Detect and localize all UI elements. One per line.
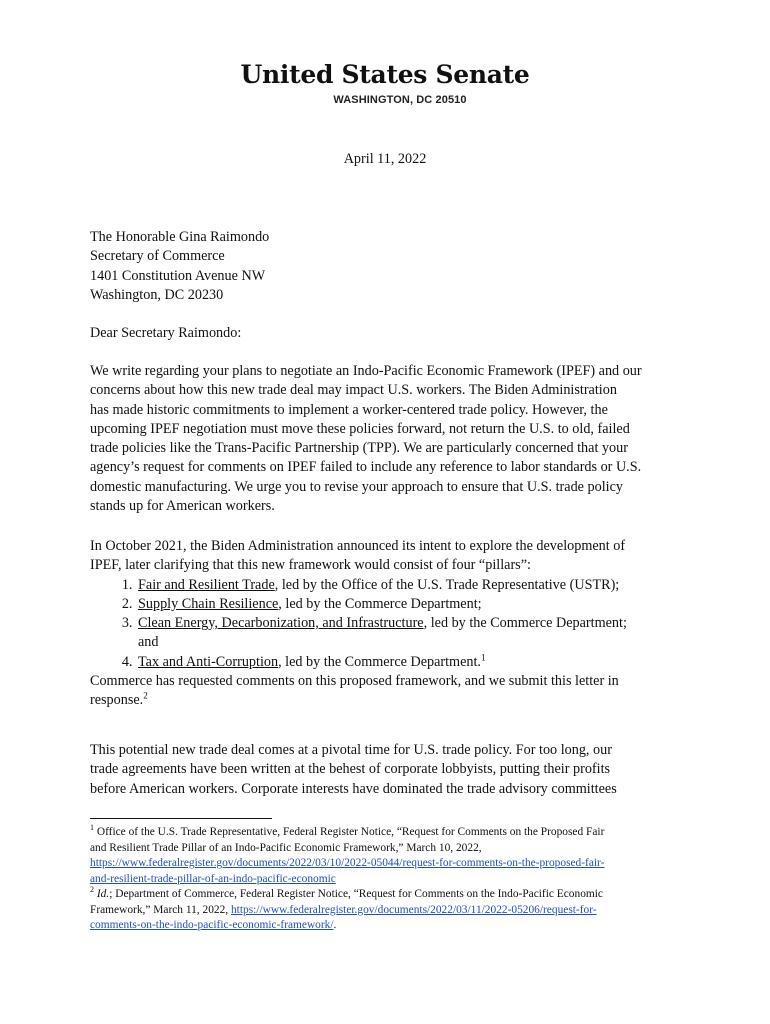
pillar-desc: , led by the Commerce Department; xyxy=(278,595,482,612)
footnote-link[interactable]: https://www.federalregister.gov/documents/2022/03/10/2022-05044/request-for-comments-on-the-proposed-fair- xyxy=(90,857,605,870)
pillar-item xyxy=(136,614,690,653)
pillar-item xyxy=(136,595,690,614)
paragraph-1 xyxy=(90,362,690,516)
paragraph-line: upcoming IPEF negotiation must move these policies forward, not return the U.S. to old, failed xyxy=(90,420,630,437)
footnote-line xyxy=(90,887,690,903)
paragraph-line: stands up for American workers. xyxy=(90,498,275,515)
footnote-number: 2 xyxy=(90,885,94,895)
recipient-address xyxy=(90,228,690,305)
paragraph-line: Commerce has requested comments on this proposed framework, and we submit this letter in xyxy=(90,673,619,690)
paragraph-line: IPEF, later clarifying that this new framework would consist of four “pillars”: xyxy=(90,557,531,574)
footnote-id: Id. xyxy=(96,888,110,900)
paragraph-line: domestic manufacturing. We urge you to revise your approach to ensure that U.S. trade policy xyxy=(90,478,623,495)
pillar-item xyxy=(136,576,690,595)
footnote-text: Office of the U.S. Trade Representative, Federal Register Notice, “Request for Comments on the Proposed Fair xyxy=(94,826,605,838)
footnote-line: and Resilient Trade Pillar of an Indo-Pacific Economic Framework,” March 10, 2022, xyxy=(90,841,482,854)
letterhead-title: United States Senate xyxy=(240,60,530,89)
pillar-name: Supply Chain Resilience xyxy=(138,595,279,612)
letterhead-subtitle: WASHINGTON, DC 20510 xyxy=(333,94,467,106)
paragraph-line: This potential new trade deal comes at a pivotal time for U.S. trade policy. For too long, our xyxy=(90,742,612,758)
paragraph-line xyxy=(90,691,690,710)
paragraph-3 xyxy=(90,741,690,799)
letter-date: April 11, 2022 xyxy=(343,151,427,167)
address-line: Washington, DC 20230 xyxy=(90,286,224,303)
footnote-text: ; Department of Commerce, Federal Register Notice, “Request for Comments on the Indo-Pacific Economic xyxy=(109,888,603,900)
address-line: The Honorable Gina Raimondo xyxy=(90,229,270,245)
pillar-name: Tax and Anti-Corruption xyxy=(138,653,279,670)
paragraph-line-text: response. xyxy=(90,692,144,709)
pillar-name: Clean Energy, Decarbonization, and Infrastructure xyxy=(138,615,424,632)
paragraph-2 xyxy=(90,537,690,711)
pillar-desc: , led by the Commerce Department. xyxy=(278,653,481,670)
pillars-list xyxy=(90,576,690,672)
footnote-link[interactable]: comments-on-the-indo-pacific-economic-framework/ xyxy=(90,919,334,932)
footnote-ref: 2 xyxy=(143,690,148,701)
pillar-desc-continued: and xyxy=(138,634,159,651)
pillar-name: Fair and Resilient Trade xyxy=(138,576,275,593)
footnote-text: Framework,” March 11, 2022, xyxy=(90,903,231,916)
footnote-line xyxy=(90,903,690,919)
paragraph-line: trade policies like the Trans-Pacific Partnership (TPP). We are particularly concerned that your xyxy=(90,440,628,457)
footnote-line xyxy=(90,825,690,841)
paragraph-line: We write regarding your plans to negotiate an Indo-Pacific Economic Framework (IPEF) and our xyxy=(90,363,642,379)
footnote-link[interactable]: and-resilient-trade-pillar-of-an-indo-pacific-economic xyxy=(90,872,336,885)
pillar-desc: , led by the Office of the U.S. Trade Representative (USTR); xyxy=(274,576,620,593)
address-line: 1401 Constitution Avenue NW xyxy=(90,267,266,284)
footnote-number: 1 xyxy=(90,823,94,833)
paragraph-line: trade agreements have been written at the behest of corporate lobbyists, putting their profits xyxy=(90,761,611,778)
footnote-text: . xyxy=(333,919,337,932)
footnote-1 xyxy=(90,825,690,887)
footnote-2 xyxy=(90,887,690,934)
footnote-line xyxy=(90,918,690,934)
address-line: Secretary of Commerce xyxy=(90,248,225,265)
paragraph-line: before American workers. Corporate interests have dominated the trade advisory committees xyxy=(90,780,617,797)
pillar-desc: , led by the Commerce Department; xyxy=(423,615,627,632)
salutation: Dear Secretary Raimondo: xyxy=(90,325,242,341)
paragraph-line: has made historic commitments to implement a worker-centered trade policy. However, the xyxy=(90,401,608,418)
pillar-item xyxy=(136,653,690,672)
paragraph-line: In October 2021, the Biden Administration announced its intent to explore the development of xyxy=(90,538,626,554)
paragraph-line: agency’s request for comments on IPEF failed to include any reference to labor standards or U.S. xyxy=(90,459,642,476)
footnote-divider xyxy=(90,818,272,819)
footnote-ref: 1 xyxy=(480,652,486,663)
footnote-link[interactable]: https://www.federalregister.gov/documents/2022/03/11/2022-05206/request-for- xyxy=(230,903,597,916)
paragraph-line: concerns about how this new trade deal may impact U.S. workers. The Biden Administration xyxy=(90,382,617,399)
